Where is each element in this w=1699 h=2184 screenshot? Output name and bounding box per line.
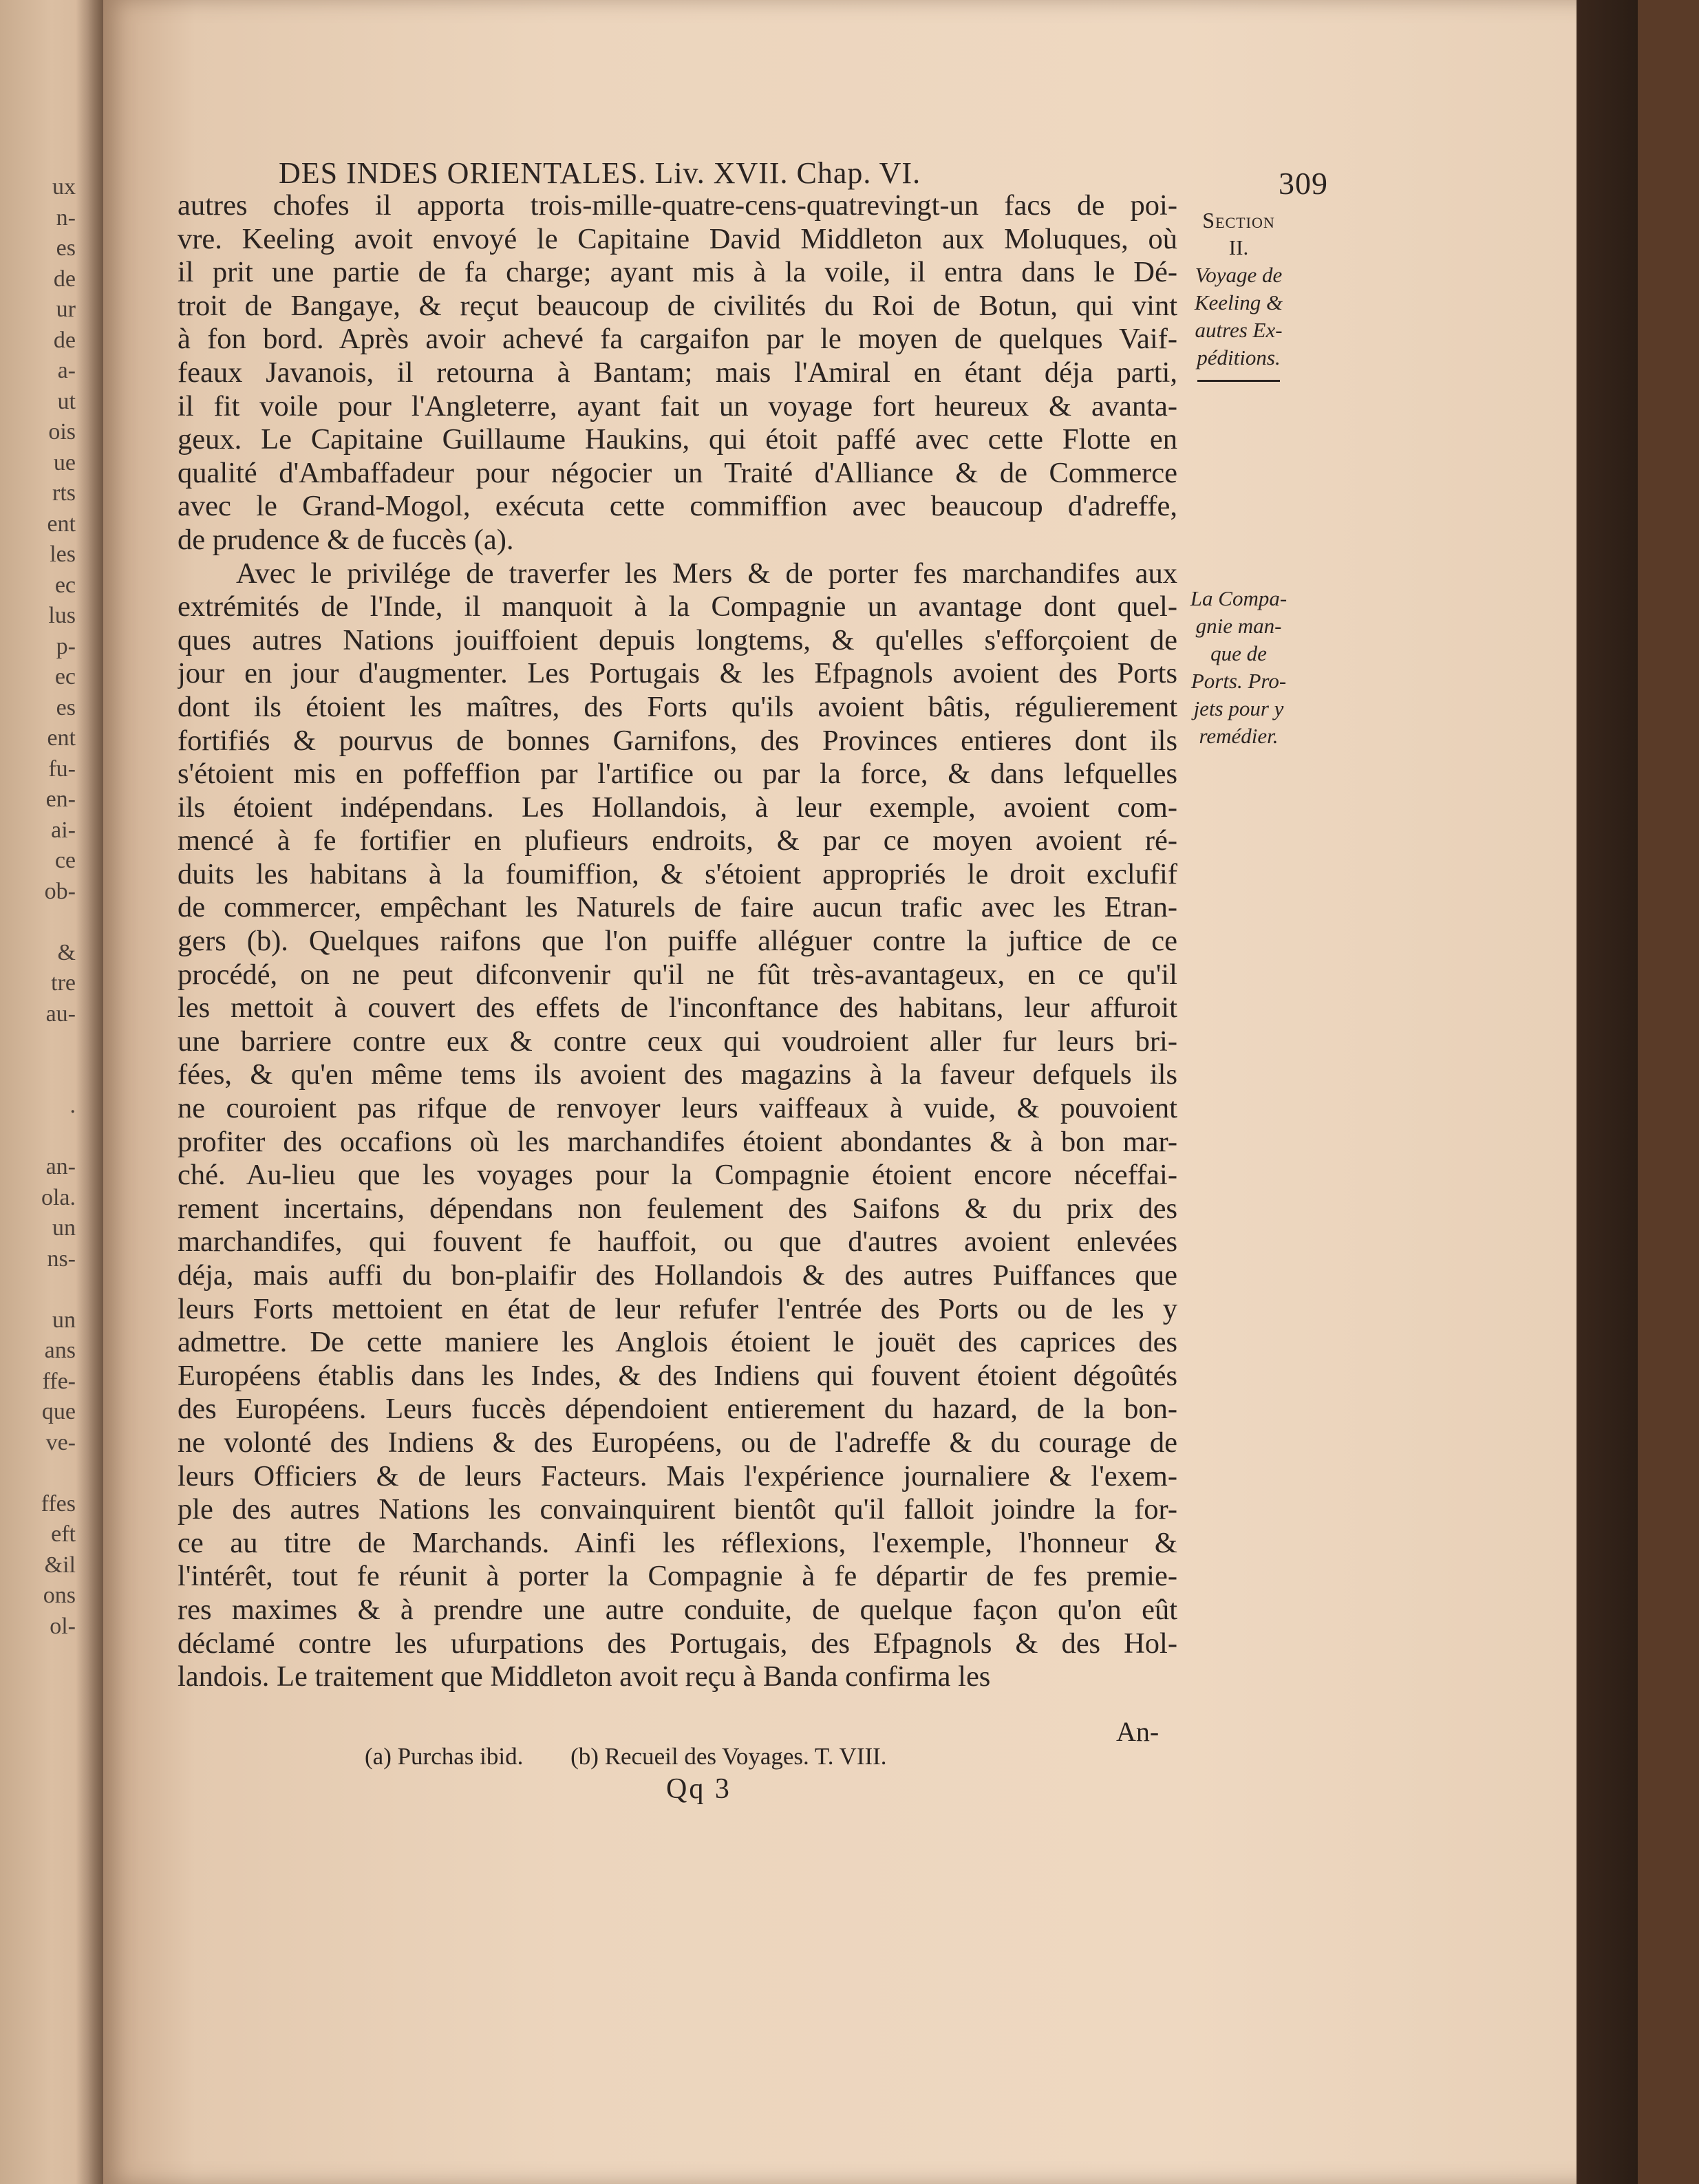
left-page-fragment: ue — [53, 449, 76, 475]
left-page-fragment: les — [50, 542, 76, 567]
body-line: admettre. De cette maniere les Anglois étoient le jouët des caprices des — [178, 1326, 1177, 1359]
marginal-section-number: II. — [1228, 235, 1249, 259]
left-page-fragment: ve- — [45, 1429, 76, 1455]
left-page-fragment: eft — [51, 1521, 76, 1547]
running-head-title: DES INDES ORIENTALES. Liv. XVII. Chap. VI. — [279, 156, 921, 190]
body-line: profiter des occafions où les marchandifes étoient abondantes & à bon mar- — [178, 1125, 1177, 1158]
left-page-fragment: ol- — [50, 1613, 76, 1639]
body-line: leurs Forts mettoient en état de leur refufer l'entrée des Ports ou de les y — [178, 1292, 1177, 1325]
left-page-text-fragments — [0, 172, 76, 1961]
body-line: s'étoient mis en poffeffion par l'artifice ou par la force, & dans lefquelles — [178, 758, 1177, 791]
marginal-note-line: Voyage de — [1195, 263, 1283, 287]
left-page-fragment: an- — [45, 1154, 76, 1179]
left-page-fragment: ec — [54, 572, 76, 598]
left-page-fragment — [0, 1458, 76, 1489]
body-line: leurs Officiers & de leurs Facteurs. Mais l'expérience journaliere & l'exem- — [178, 1459, 1177, 1492]
left-page-fragment — [0, 1060, 76, 1091]
body-line: ple des autres Nations les convainquirent bientôt qu'il falloit joindre la for- — [178, 1493, 1177, 1526]
body-text — [178, 189, 1177, 1713]
body-line: dont ils étoient les maîtres, des Forts qu'ils avoient bâtis, régulierement — [178, 690, 1177, 723]
marginal-note-line: remédier. — [1199, 724, 1279, 748]
left-page-fragment: . — [70, 1093, 76, 1118]
left-page-fragment: ent — [47, 511, 76, 537]
body-line: ils étoient indépendans. Les Hollandois, à leur exemple, avoient com- — [178, 791, 1177, 824]
left-page-fragment: ent — [47, 725, 76, 751]
marginal-note-line: jets pour y — [1193, 696, 1284, 720]
body-line: extrémités de l'Inde, il manquoit à la Compagnie un avantage dont quel- — [178, 590, 1177, 623]
body-line: geux. Le Capitaine Guillaume Haukins, qui étoit paffé avec cette Flotte en — [178, 423, 1177, 456]
left-page-fragment: un — [52, 1307, 76, 1333]
body-line: déclamé contre les ufurpations des Portugais, des Efpagnols & des Hol- — [178, 1627, 1177, 1660]
body-line: des Européens. Leurs fuccès dépendoient entierement du hazard, de la bon- — [178, 1393, 1177, 1426]
left-page-fragment: es — [56, 694, 76, 720]
left-page-fragment: ons — [43, 1583, 76, 1608]
left-page-fragment: en- — [45, 786, 76, 812]
body-line: feaux Javanois, il retourna à Bantam; mais l'Amiral en étant déja parti, — [178, 356, 1177, 389]
left-page-fragment: ur — [56, 297, 76, 322]
marginal-note-line: La Compa- — [1190, 586, 1287, 610]
marginal-note-line: péditions. — [1197, 345, 1281, 370]
body-line: déja, mais auffi du bon-plaifir des Hollandois & des autres Puiffances que — [178, 1259, 1177, 1292]
body-line: ques autres Nations jouiffoient depuis longtems, & qu'elles s'efforçoient de — [178, 623, 1177, 656]
body-line: de prudence & de fuccès (a). — [178, 523, 514, 556]
body-line: landois. Le traitement que Middleton avoit reçu à Banda confirma les — [178, 1660, 991, 1693]
body-line: procédé, on ne peut difconvenir qu'il ne fût très-avantageux, en ce qu'il — [178, 958, 1177, 991]
footnotes — [365, 1743, 928, 1770]
left-page-fragment: es — [56, 235, 76, 261]
left-page-fragment: n- — [56, 204, 76, 231]
marginal-note-line: gnie man- — [1195, 614, 1282, 638]
marginal-note-line: que de — [1210, 641, 1267, 665]
left-page-fragment: ffes — [41, 1490, 76, 1517]
left-page-fragment: ns- — [47, 1245, 76, 1272]
body-line: gers (b). Quelques raifons que l'on puiffe alléguer contre la juftice de ce — [178, 925, 1177, 958]
body-line: il prit une partie de fa charge; ayant mis à la voile, il entra dans le Dé- — [178, 256, 1177, 289]
left-page-fragment: de — [53, 266, 76, 292]
body-line: rement incertains, dépendans non feulement des Saifons & du prix des — [178, 1192, 1177, 1225]
body-line: ché. Au-lieu que les voyages pour la Compagnie étoient encore néceffai- — [178, 1159, 1177, 1192]
body-line: avec le Grand-Mogol, exécuta cette commiffion avec beaucoup d'adreffe, — [178, 490, 1177, 523]
left-page-fragment — [0, 907, 76, 938]
left-page-fragment: ux — [52, 174, 76, 200]
left-page-fragment — [0, 1122, 76, 1153]
catchword: An- — [1116, 1716, 1160, 1747]
left-page-fragment: p- — [56, 633, 76, 659]
body-line: mencé à fe fortifier en plufieurs endroits, & par ce moyen avoient ré- — [178, 824, 1177, 857]
marginal-note-voyage — [1184, 206, 1294, 382]
printer-signature-mark: Qq 3 — [666, 1773, 731, 1805]
page-number: 309 — [1279, 166, 1328, 201]
left-page-fragment: que — [41, 1399, 76, 1424]
body-line: troit de Bangaye, & reçut beaucoup de civilités du Roi de Botun, qui vint — [178, 289, 1177, 322]
marginal-section-label: Section — [1202, 208, 1275, 233]
left-page-fragment: rts — [52, 480, 76, 506]
left-page-fragment: un — [52, 1215, 76, 1241]
left-page-fragment: ob- — [44, 878, 76, 904]
body-line: il fit voile pour l'Angleterre, ayant fait un voyage fort heureux & avanta- — [178, 389, 1177, 422]
left-page-fragment: ec — [54, 664, 76, 689]
body-line: res maximes & à prendre une autre conduite, de quelque façon qu'on eût — [178, 1593, 1177, 1626]
left-page-fragment: fu- — [48, 756, 76, 782]
body-line: fées, & qu'en même tems ils avoient des magazins à la faveur defquels ils — [178, 1058, 1177, 1091]
body-line: à fon bord. Après avoir achevé fa cargaifon par le moyen de quelques Vaif- — [178, 323, 1177, 356]
body-line: de commercer, empêchant les Naturels de faire aucun trafic avec les Etran- — [178, 891, 1177, 924]
left-page-fragment: ois — [48, 419, 76, 445]
left-page-fragment: ce — [54, 848, 76, 873]
left-page-fragment — [0, 1029, 76, 1060]
body-line: autres chofes il apporta trois-mille-quatre-cens-quatrevingt-un facs de poi- — [178, 189, 1177, 222]
body-line: fortifiés & pourvus de bonnes Garnifons, des Provinces entieres dont ils — [178, 724, 1177, 757]
page-edge-shadow — [1577, 0, 1638, 2184]
marginal-note-line: Ports. Pro- — [1190, 669, 1287, 693]
left-page-fragment: de — [53, 327, 76, 353]
left-page-fragment: ans — [44, 1338, 76, 1363]
marginal-note-ports — [1184, 585, 1294, 750]
body-line: duits les habitans à la foumiffion, & s'étoient appropriés le droit exclufif — [178, 857, 1177, 890]
body-line: Européens établis dans les Indes, & des Indiens qui fouvent étoient dégoûtés — [178, 1359, 1177, 1392]
left-page-fragment: ola. — [41, 1184, 76, 1210]
left-page-fragment: lus — [48, 603, 76, 628]
body-line: l'intérêt, tout fe réunit à porter la Compagnie à fe départir de fes premie- — [178, 1560, 1177, 1593]
body-line: ne volonté des Indiens & des Européens, ou de l'adreffe & du courage de — [178, 1426, 1177, 1459]
left-page-fragment: ffe- — [42, 1368, 76, 1394]
footnote-a: (a) Purchas ibid. — [365, 1743, 524, 1770]
left-page-fragment: ut — [57, 388, 76, 414]
body-line: vre. Keeling avoit envoyé le Capitaine David Middleton aux Moluques, où — [178, 222, 1177, 255]
marginal-note-line: Keeling & — [1194, 290, 1283, 314]
body-line: ne couroient pas rifque de renvoyer leurs vaiffeaux à vuide, & pouvoient — [178, 1092, 1177, 1125]
body-line: qualité d'Ambaffadeur pour négocier un Traité d'Alliance & de Commerce — [178, 456, 1177, 489]
left-page-fragment: tre — [51, 970, 76, 996]
body-line: jour en jour d'augmenter. Les Portugais & les Efpagnols avoient des Ports — [178, 657, 1177, 690]
marginal-rule — [1197, 380, 1280, 382]
left-page-fragment — [0, 1274, 76, 1305]
body-line: une barriere contre eux & contre ceux qui voudroient aller fur leurs bri- — [178, 1025, 1177, 1058]
body-line: Avec le privilége de traverfer les Mers & de porter fes marchandifes aux — [236, 557, 1177, 590]
footnote-b: (b) Recueil des Voyages. T. VIII. — [570, 1743, 887, 1770]
left-page-fragment: ai- — [51, 817, 76, 843]
left-page-fragment: a- — [57, 358, 76, 383]
left-page-fragment: &il — [44, 1552, 76, 1578]
left-page-fragment: & — [57, 939, 76, 965]
body-line: ce au titre de Marchands. Ainfi les réflexions, l'exemple, l'honneur & — [178, 1526, 1177, 1559]
left-page-fragment: au- — [45, 1000, 76, 1027]
body-line: marchandifes, qui fouvent fe hauffoit, ou que d'autres avoient enlevées — [178, 1225, 1177, 1259]
body-line: les mettoit à couvert des effets de l'inconftance des habitans, leur affuroit — [178, 992, 1177, 1025]
marginal-note-line: autres Ex- — [1195, 318, 1283, 342]
